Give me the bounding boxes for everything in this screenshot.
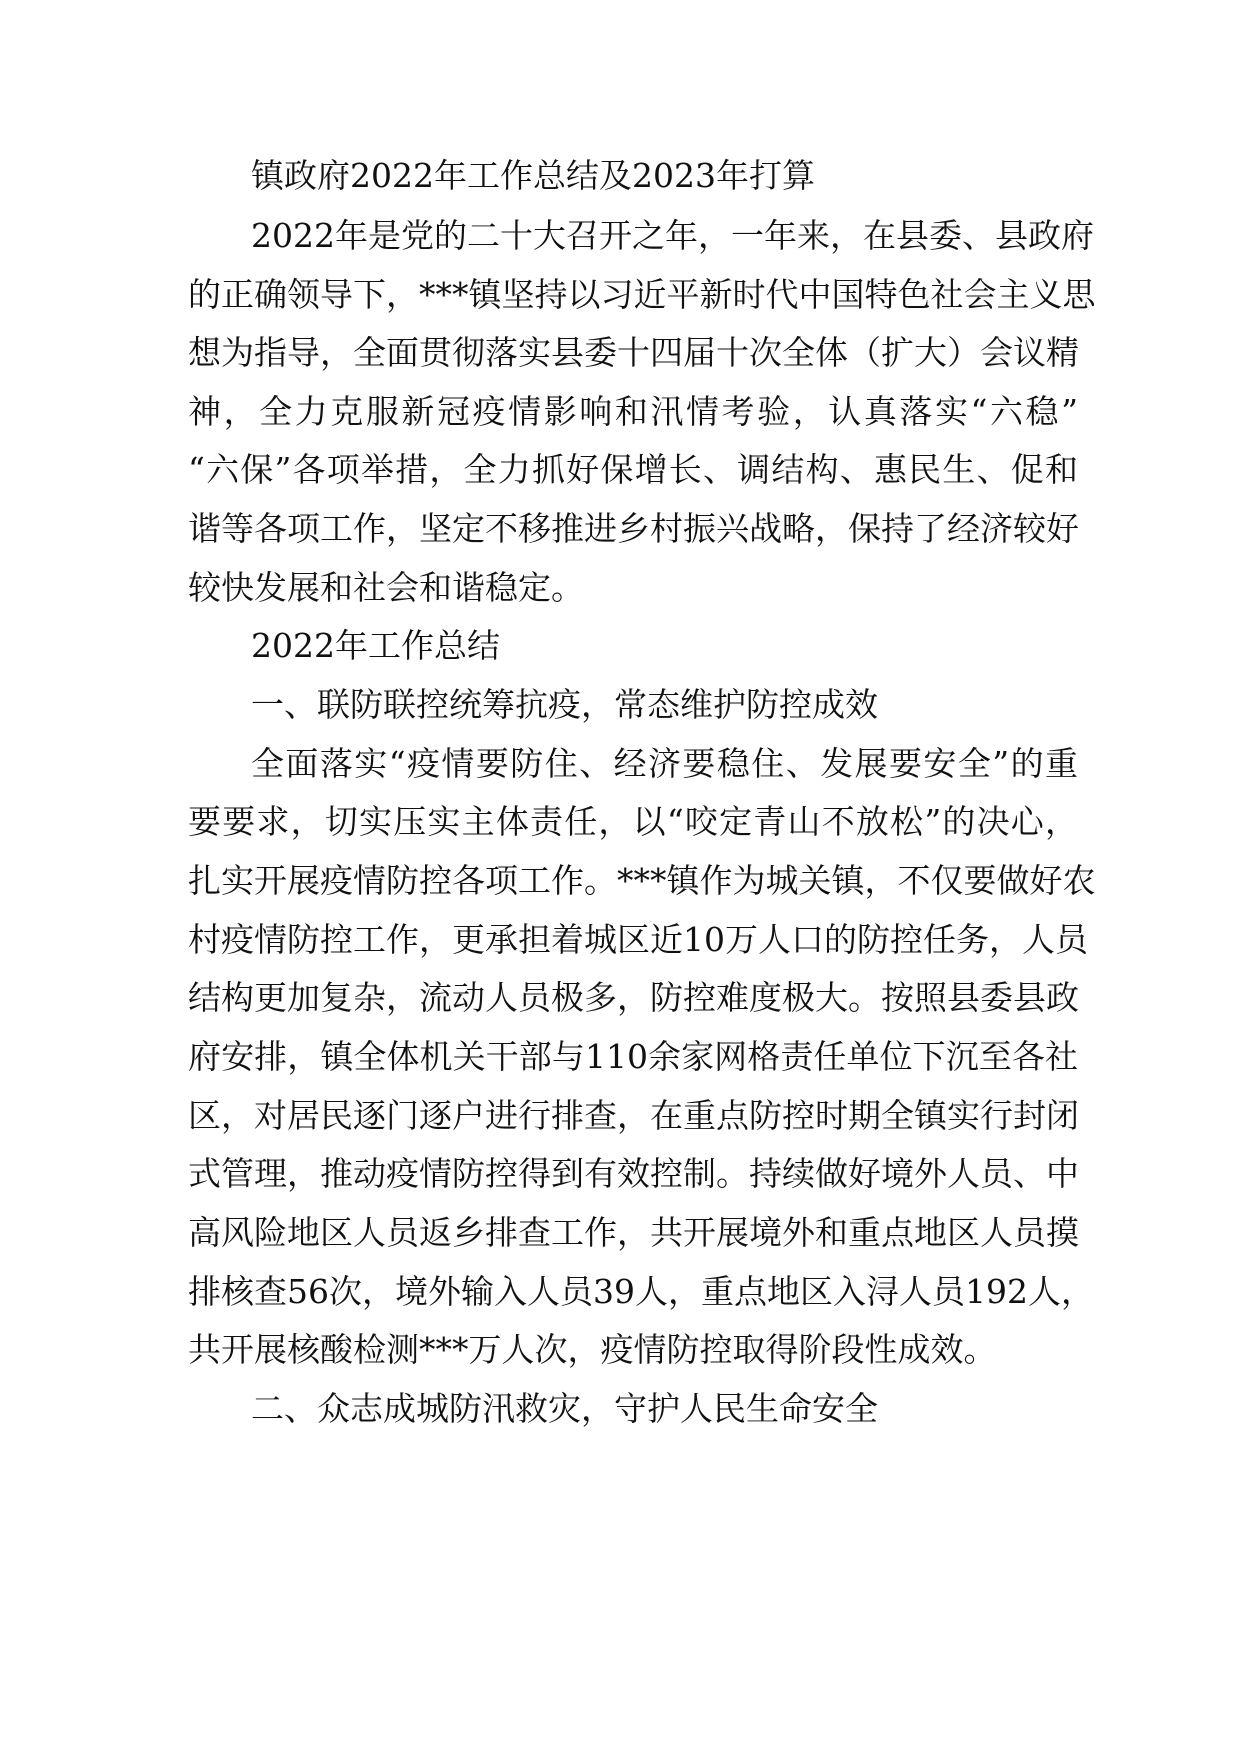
para-1-line: 排核查56次，境外输入人员39人，重点地区入浔人员192人， [188, 1272, 1094, 1311]
para-1-line: 要要求，切实压实主体责任，以“咬定青山不放松”的决心， [188, 802, 1078, 841]
para-1-line: 共开展核酸检测***万人次，疫情防控取得阶段性成效。 [188, 1330, 997, 1369]
section-title: 2022年工作总结 [251, 626, 500, 665]
heading-2: 二、众志成城防汛救灾，守护人民生命安全 [251, 1389, 878, 1428]
intro-line: 2022年是党的二十大召开之年，一年来，在县委、县政府 [251, 216, 1094, 255]
intro-line: 较快发展和社会和谐稳定。 [188, 568, 584, 607]
para-1-line: 区，对居民逐门逐户进行排查，在重点防控时期全镇实行封闭 [188, 1096, 1079, 1135]
para-1-line: 高风险地区人员返乡排查工作，共开展境外和重点地区人员摸 [188, 1213, 1079, 1252]
para-1-line: 式管理，推动疫情防控得到有效控制。持续做好境外人员、中 [188, 1154, 1079, 1193]
intro-line: 谐等各项工作，坚定不移推进乡村振兴战略，保持了经济较好 [188, 509, 1079, 548]
intro-line: 神，全力克服新冠疫情影响和汛情考验，认真落实“六稳” [188, 392, 1078, 431]
para-1-line: 府安排，镇全体机关干部与110余家网格责任单位下沉至各社 [188, 1037, 1078, 1076]
intro-line: “六保”各项举措，全力抓好保增长、调结构、惠民生、促和 [188, 450, 1078, 489]
intro-line: 的正确领导下，***镇坚持以习近平新时代中国特色社会主义思 [188, 275, 1096, 314]
para-1-line: 全面落实“疫情要防住、经济要稳住、发展要安全”的重 [251, 744, 1078, 783]
para-1-line: 村疫情防控工作，更承担着城区近10万人口的防控任务，人员 [188, 920, 1088, 959]
para-1-line: 扎实开展疫情防控各项工作。***镇作为城关镇，不仅要做好农 [188, 861, 1096, 900]
para-1-line: 结构更加复杂，流动人员极多，防控难度极大。按照县委县政 [188, 978, 1079, 1017]
intro-line: 想为指导，全面贯彻落实县委十四届十次全体（扩大）会议精 [188, 333, 1079, 372]
heading-1: 一、联防联控统筹抗疫，常态维护防控成效 [251, 685, 878, 724]
document-title: 镇政府2022年工作总结及2023年打算 [251, 156, 815, 195]
